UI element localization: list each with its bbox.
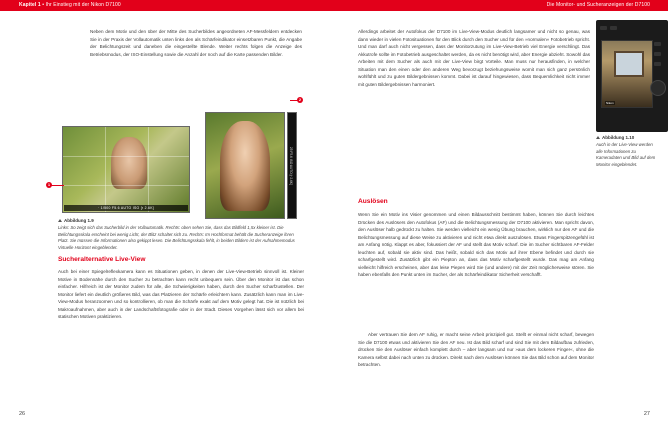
camera-button — [654, 62, 661, 66]
triangle-icon — [58, 219, 62, 222]
grid-line — [63, 185, 189, 186]
header-chapter: Kapitel 1 — [19, 2, 41, 8]
callout-marker-1: 1 — [47, 182, 51, 187]
figure-label-right-text: Abbildung 1.10 — [602, 135, 635, 140]
live-view-paragraph — [58, 268, 304, 321]
ausloesen-paragraph-1-text: Wenn Sie ein Motiv ins Visier genommen und einen Bildausschnitt bestimmt haben, können Sie durch leichtes Drücken des Auslösers den Autofokus (AF) und die Belichtungsmessung der D7100 aktivieren. Man spricht davon, den Auslöser halb gedrückt zu halten. Sie werden vielleicht ein wenig Übung brauchen, wirklich nur den AF und die Belichtungsmessung auf diese Weise zu aktivieren und nicht etwa direkt auszulösen. Etwas Fingerspitzengefühl ist am Anfang nötig. Klappt es aber, fokussiert der AF und stellt das Motiv scharf. Die im Sucher sichtbaren AF-Felder leuchten auf, sobald sie aktiv sind. Das heißt, sobald sich das Motiv auf ihrer Ebene befindet und durch sie scharfgestellt wird. Zusätzlich gibt ein Piepton an, dass das Motiv scharfgestellt wurde. Das mag am Anfang vielleicht hilfreich erscheinen, aber das leise Piepen wird Sie (und andere) mit der Zeit möglicherweise stören. Sie haben ebenfalls den Punkt unten im Sucher, der als Schärfeindikator Sicherheit verschafft. — [358, 212, 594, 278]
figure-label-text: Abbildung 1.9 — [64, 218, 94, 223]
camera-dial — [650, 80, 666, 96]
header-section-title: Die Monitor- und Sucheranzeigen der D7100 — [546, 2, 650, 8]
intro-paragraph — [90, 28, 302, 58]
callout-line — [51, 185, 64, 186]
camera-button — [600, 26, 607, 30]
right-column-paragraph — [358, 28, 590, 88]
viewfinder-portrait-photo — [205, 112, 285, 219]
camera-back-figure — [596, 20, 668, 132]
figure-caption: Links: So zeigt sich das Sucherbild in der Vollautomatik. Rechts: oben sehen Sie, dass das Bildfeld 1,5x kleiner ist. Die Belichtungsskala erscheint bei wenig Licht, der Blitz schaltet sich zu. Rechts: Im Hochformat behält die Sucheranzeige ihren Platz. Sie müssen die Informationen also gekippt lesen. Die Belichtungsskala fehlt, in beiden Bildern ist der Aufnahmemodus Virtuelle Horizont eingeblendet. — [58, 225, 295, 250]
ausloesen-paragraph-2-text: Aber vertrauen Sie dem AF ruhig, er macht seine Arbeit prinzipiell gut. Stellt er einmal nicht scharf, bewegen Sie die D7100 etwas und aktivieren Sie den AF neu. Ist das Bild scharf und sind Sie mit dem Bildaufbau zufrieden, drücken Sie den Auslöser einfach komplett durch – aber langsam und nur »aus dem lockeren Finger«, ohne die Kamera selbst dabei nach unten zu drücken. Direkt nach dem Auslösen können Sie das Bild schon auf dem Monitor betrachten. — [358, 332, 594, 368]
viewfinder-info-bar: · 1/500 F5.6 AUTO ISO [r 2.6K] — [64, 205, 188, 211]
callout-marker-2: 2 — [298, 97, 302, 102]
page-number-right: 27 — [643, 411, 650, 417]
section-heading-ausloesen: Auslösen — [358, 198, 388, 205]
page-number-left: 26 — [19, 411, 26, 417]
camera-button — [610, 26, 617, 30]
right-running-header — [334, 0, 668, 11]
right-page — [334, 0, 668, 440]
grid-line — [148, 127, 149, 212]
right-column-paragraph-text: Allerdings arbeitet der Autofokus der D7100 im Live-View-Modus deutlich langsamer und nicht so genau, was dann wieder in vielen Fotosituationen für den Blick durch den Sucher und für den »normalen« Fotobetrieb spricht. Und man darf auch nicht vergessen, dass der Monitorzutung im Live-View-Betrieb viel Energie verschlingt. Das Akkutrofe sollte im Fotobetrieb ausgeschaltet werden, da es nicht benötigt wird, aber Energie abzieht. Sowohl das Arbeiten mit dem Sucher als auch mit der Live-View birgt Vorteile. Man muss nur herausfinden, in welcher Situation man den einen oder den anderen Weg bevorzugt beziehungsweise womit man sich ganz persönlich wohlfühlt und zu guten Bildergebnissen kommt. Dabei ist darauf hingewiesen, dass Bequemlichkeit nicht immer mit guten Bildergebnissen harmoniert. — [358, 29, 590, 87]
header-chapter-title: Ihr Einstieg mit der Nikon D7100 — [45, 2, 121, 8]
figure-label-right — [596, 135, 634, 140]
monitor-window-scene — [614, 51, 644, 77]
ausloesen-paragraph-1 — [358, 211, 594, 279]
triangle-icon — [596, 136, 600, 139]
camera-screen-label: Nikon — [606, 101, 614, 105]
grid-line — [105, 127, 106, 212]
section-heading-live-view: Sucheralternative Live-View — [58, 256, 146, 263]
ausloesen-paragraph-2 — [358, 331, 594, 369]
left-running-header — [0, 0, 334, 11]
live-view-paragraph-text: Auch bei einer Spiegelreflexkamera kann es Situationen geben, in denen der Live-View-Betrieb sinnvoll ist. Kleiner Motive in Bodennähe durch den Sucher zu betrachten kann recht unbequem sein. Über den Monitor ist das schon einfacher. Hilfreich ist der Monitor zudem für alle, die Schwierigkeiten haben, durch den Sucher scharfzustellen. Der Monitor liefert ein deutlich größeres Bild, was das Platzieren der Schärfe erleichtern kann. Zusätzlich kann man im Live-View-Modus heranzoomen und so kontrollieren, ob man die Schärfe exakt auf dem Motiv gelegt hat. Die ist nützlich bei Makroaufnahmen, aber auch in der Landschaftsfotografie oder in der Stadt. Dieses Vorgehen lässt sich vor allem bei statischen Motiven praktizieren. — [58, 269, 304, 320]
camera-button — [654, 42, 661, 46]
viewfinder-landscape-photo — [62, 126, 190, 213]
header-separator: • — [42, 2, 45, 8]
intro-paragraph-text: Neben dem Motiv und den über der Mitte des Sucherbildes angeordneten AF-Messfeldern entdecken Sie in der Praxis der Vollautomatik unten links den als Schärfeindikator einsetzbaren Punkt, die Angabe der Belichtungszeit und daneben die eingestellte Blende. Weiter rechts folgen die Anzeige des Betriebsmodus, der ISO-Einstellung sowie die Anzahl der noch auf die Karte passenden Bilder. — [90, 29, 302, 57]
camera-button — [654, 52, 661, 56]
viewfinder-side-info-bar: 25 F5.6 ISO AUTO [r 2.6K] — [287, 112, 297, 219]
camera-monitor — [601, 40, 653, 108]
figure-caption-right: Auch in der Live-View werden alle Informationen zu Kameradaten und Bild auf dem Monitor eingeblendet. — [596, 142, 656, 167]
figure-label — [58, 218, 94, 223]
grid-line — [63, 156, 189, 157]
